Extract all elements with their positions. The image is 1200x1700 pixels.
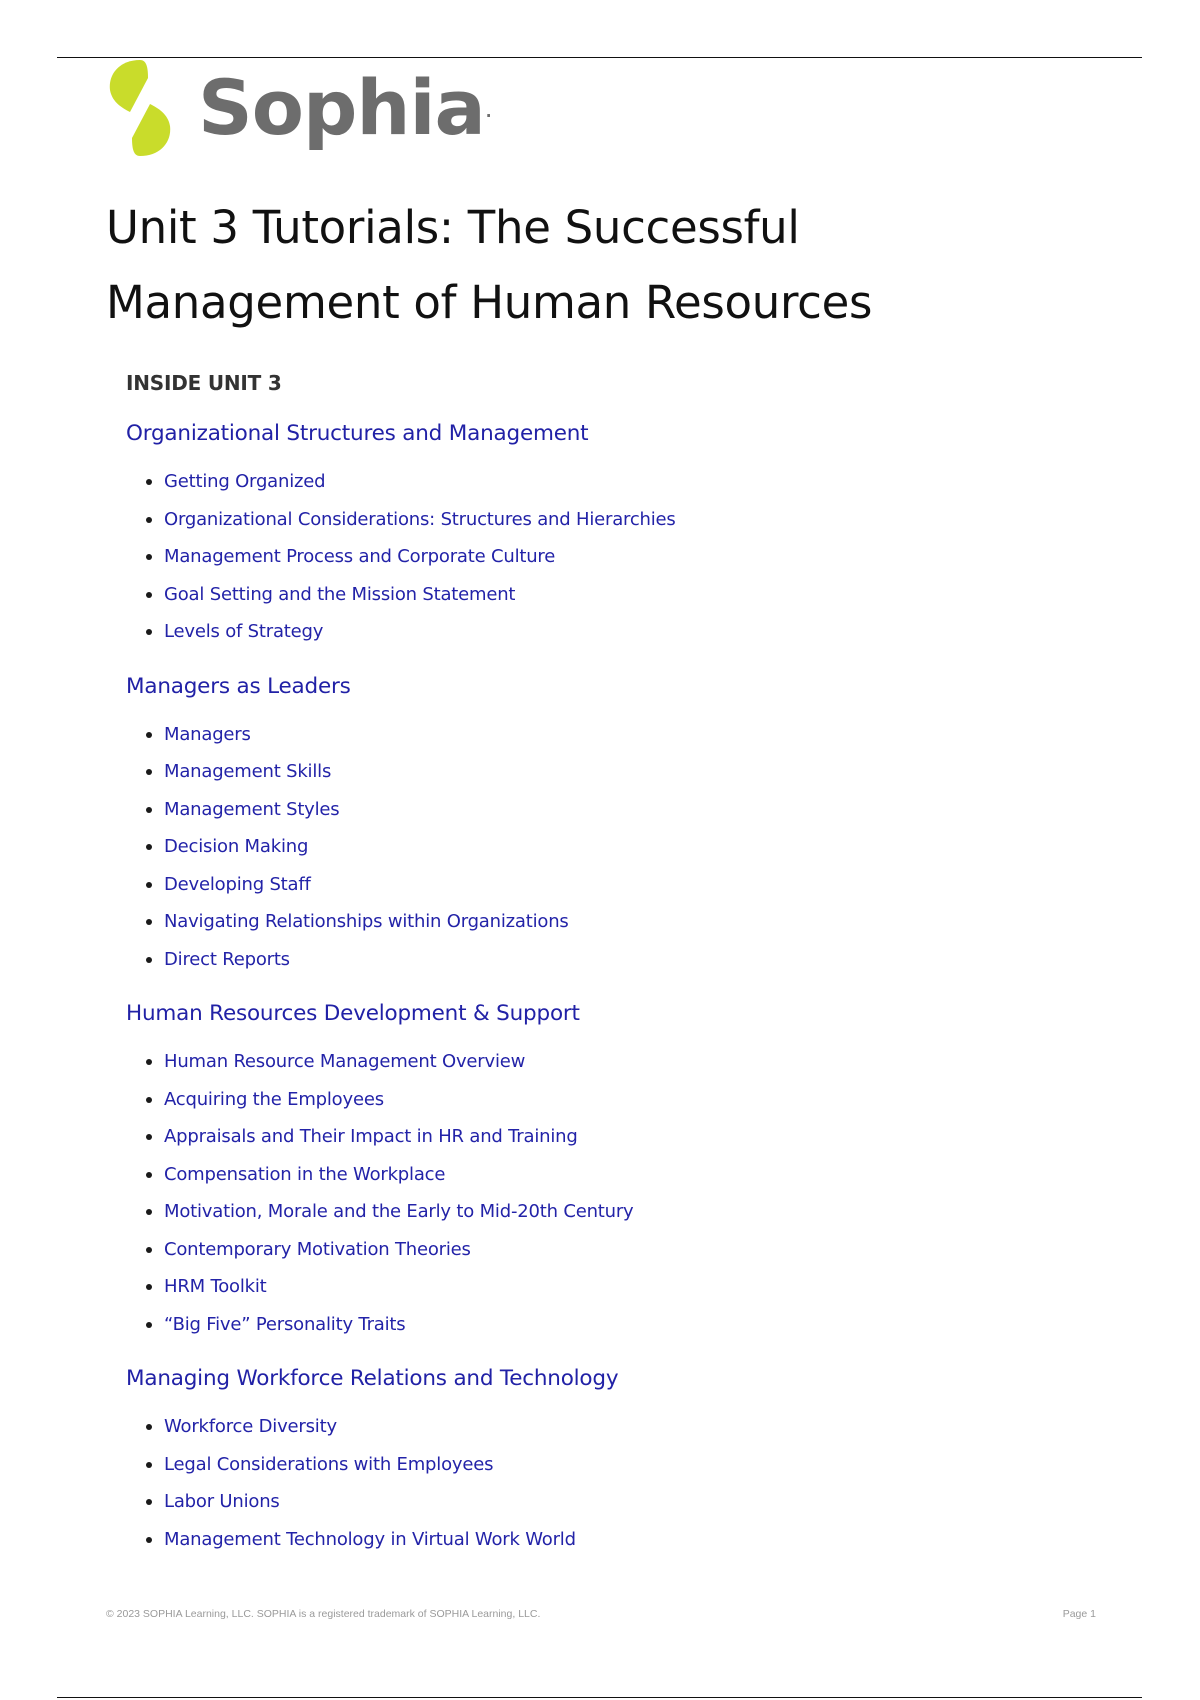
- logo-wordmark: Sophia: [198, 63, 485, 152]
- topic-list-item: [126, 1268, 1126, 1306]
- topic-list-item: [126, 501, 1126, 539]
- topic-list-item: [126, 613, 1126, 651]
- section-heading: Managers as Leaders: [126, 673, 351, 699]
- bullet-icon: [146, 1097, 152, 1103]
- topic-link[interactable]: Appraisals and Their Impact in HR and Training: [164, 1126, 578, 1147]
- bullet-icon: [146, 1537, 152, 1543]
- topic-link[interactable]: Management Technology in Virtual Work World: [164, 1528, 576, 1550]
- bottom-rule: [57, 1697, 1142, 1698]
- topic-list-item: [126, 538, 1126, 576]
- topic-link[interactable]: “Big Five” Personality Traits: [164, 1313, 406, 1335]
- topic-list-item: [126, 1193, 1126, 1231]
- topic-link[interactable]: Workforce Diversity: [164, 1416, 337, 1437]
- bullet-icon: [146, 919, 152, 925]
- topic-link[interactable]: Goal Setting and the Mission Statement: [164, 583, 516, 605]
- topic-link[interactable]: Compensation in the Workplace: [164, 1163, 446, 1185]
- bullet-icon: [146, 1462, 152, 1468]
- page-footer: [106, 1608, 1096, 1620]
- topic-link[interactable]: Getting Organized: [164, 471, 326, 492]
- section-heading: Organizational Structures and Management: [126, 421, 589, 446]
- logo-dot: .: [484, 92, 493, 123]
- topic-link[interactable]: Decision Making: [164, 836, 309, 857]
- section-heading: Managing Workforce Relations and Technology: [126, 1366, 619, 1391]
- topic-list-item: [126, 941, 1126, 979]
- topic-list-item: [126, 753, 1126, 791]
- topic-link[interactable]: Developing Staff: [164, 873, 311, 895]
- bullet-icon: [146, 1284, 152, 1290]
- topic-link[interactable]: Direct Reports: [164, 948, 290, 970]
- bullet-icon: [146, 1172, 152, 1178]
- topic-list-item: [126, 1231, 1126, 1269]
- topic-list-item: [126, 1306, 1126, 1344]
- bullet-icon: [146, 1059, 152, 1065]
- topic-link[interactable]: Management Skills: [164, 761, 332, 782]
- sophia-logo-icon: [104, 58, 176, 158]
- topic-list-item: [126, 1446, 1126, 1484]
- topic-list-item: [126, 1081, 1126, 1119]
- topic-list-item: [126, 576, 1126, 614]
- topic-list-item: [126, 903, 1126, 941]
- bullet-icon: [146, 1134, 152, 1140]
- bullet-icon: [146, 1322, 152, 1328]
- page-title: Unit 3 Tutorials: The Successful Management of Human Resources: [106, 201, 873, 329]
- topic-link[interactable]: Management Process and Corporate Culture: [164, 546, 556, 567]
- topic-list: [126, 1408, 1126, 1558]
- topic-link[interactable]: HRM Toolkit: [164, 1276, 267, 1297]
- bullet-icon: [146, 957, 152, 963]
- topic-list-item: [126, 1043, 1126, 1081]
- topic-link[interactable]: Management Styles: [164, 798, 340, 820]
- bullet-icon: [146, 629, 152, 635]
- topic-list-item: [126, 1156, 1126, 1194]
- bullet-icon: [146, 769, 152, 775]
- topic-link[interactable]: Labor Unions: [164, 1491, 280, 1512]
- bullet-icon: [146, 844, 152, 850]
- unit-contents: [126, 370, 1126, 1578]
- topic-list-item: [126, 716, 1126, 754]
- topic-link[interactable]: Legal Considerations with Employees: [164, 1453, 494, 1475]
- bullet-icon: [146, 732, 152, 738]
- bullet-icon: [146, 517, 152, 523]
- topic-list-item: [126, 1483, 1126, 1521]
- topic-link[interactable]: Navigating Relationships within Organizations: [164, 911, 569, 932]
- bullet-icon: [146, 882, 152, 888]
- topic-link[interactable]: Acquiring the Employees: [164, 1088, 384, 1110]
- topic-link[interactable]: Managers: [164, 723, 251, 745]
- bullet-icon: [146, 1499, 152, 1505]
- section-heading: Human Resources Development & Support: [126, 1001, 580, 1026]
- topic-list: [126, 716, 1126, 979]
- sophia-logo: [104, 58, 493, 158]
- bullet-icon: [146, 1424, 152, 1430]
- footer-copyright: © 2023 SOPHIA Learning, LLC. SOPHIA is a registered trademark of SOPHIA Learning, LLC.: [106, 1608, 541, 1620]
- bullet-icon: [146, 592, 152, 598]
- bullet-icon: [146, 1247, 152, 1253]
- topic-list-item: [126, 1408, 1126, 1446]
- bullet-icon: [146, 479, 152, 485]
- topic-list-item: [126, 463, 1126, 501]
- topic-list: [126, 463, 1126, 651]
- topic-list-item: [126, 866, 1126, 904]
- topic-list-item: [126, 1118, 1126, 1156]
- topic-list-item: [126, 791, 1126, 829]
- footer-page-number: Page 1: [1062, 1608, 1096, 1620]
- sections-container: [126, 418, 1126, 1558]
- topic-list-item: [126, 828, 1126, 866]
- topic-list: [126, 1043, 1126, 1343]
- topic-list-item: [126, 1521, 1126, 1559]
- bullet-icon: [146, 1209, 152, 1215]
- topic-link[interactable]: Human Resource Management Overview: [164, 1051, 526, 1072]
- topic-link[interactable]: Motivation, Morale and the Early to Mid-20th Century: [164, 1201, 634, 1222]
- bullet-icon: [146, 807, 152, 813]
- topic-link[interactable]: Organizational Considerations: Structures and Hierarchies: [164, 508, 676, 530]
- inside-unit-label: INSIDE UNIT 3: [126, 371, 282, 395]
- topic-link[interactable]: Contemporary Motivation Theories: [164, 1238, 471, 1260]
- topic-link[interactable]: Levels of Strategy: [164, 621, 324, 642]
- bullet-icon: [146, 554, 152, 560]
